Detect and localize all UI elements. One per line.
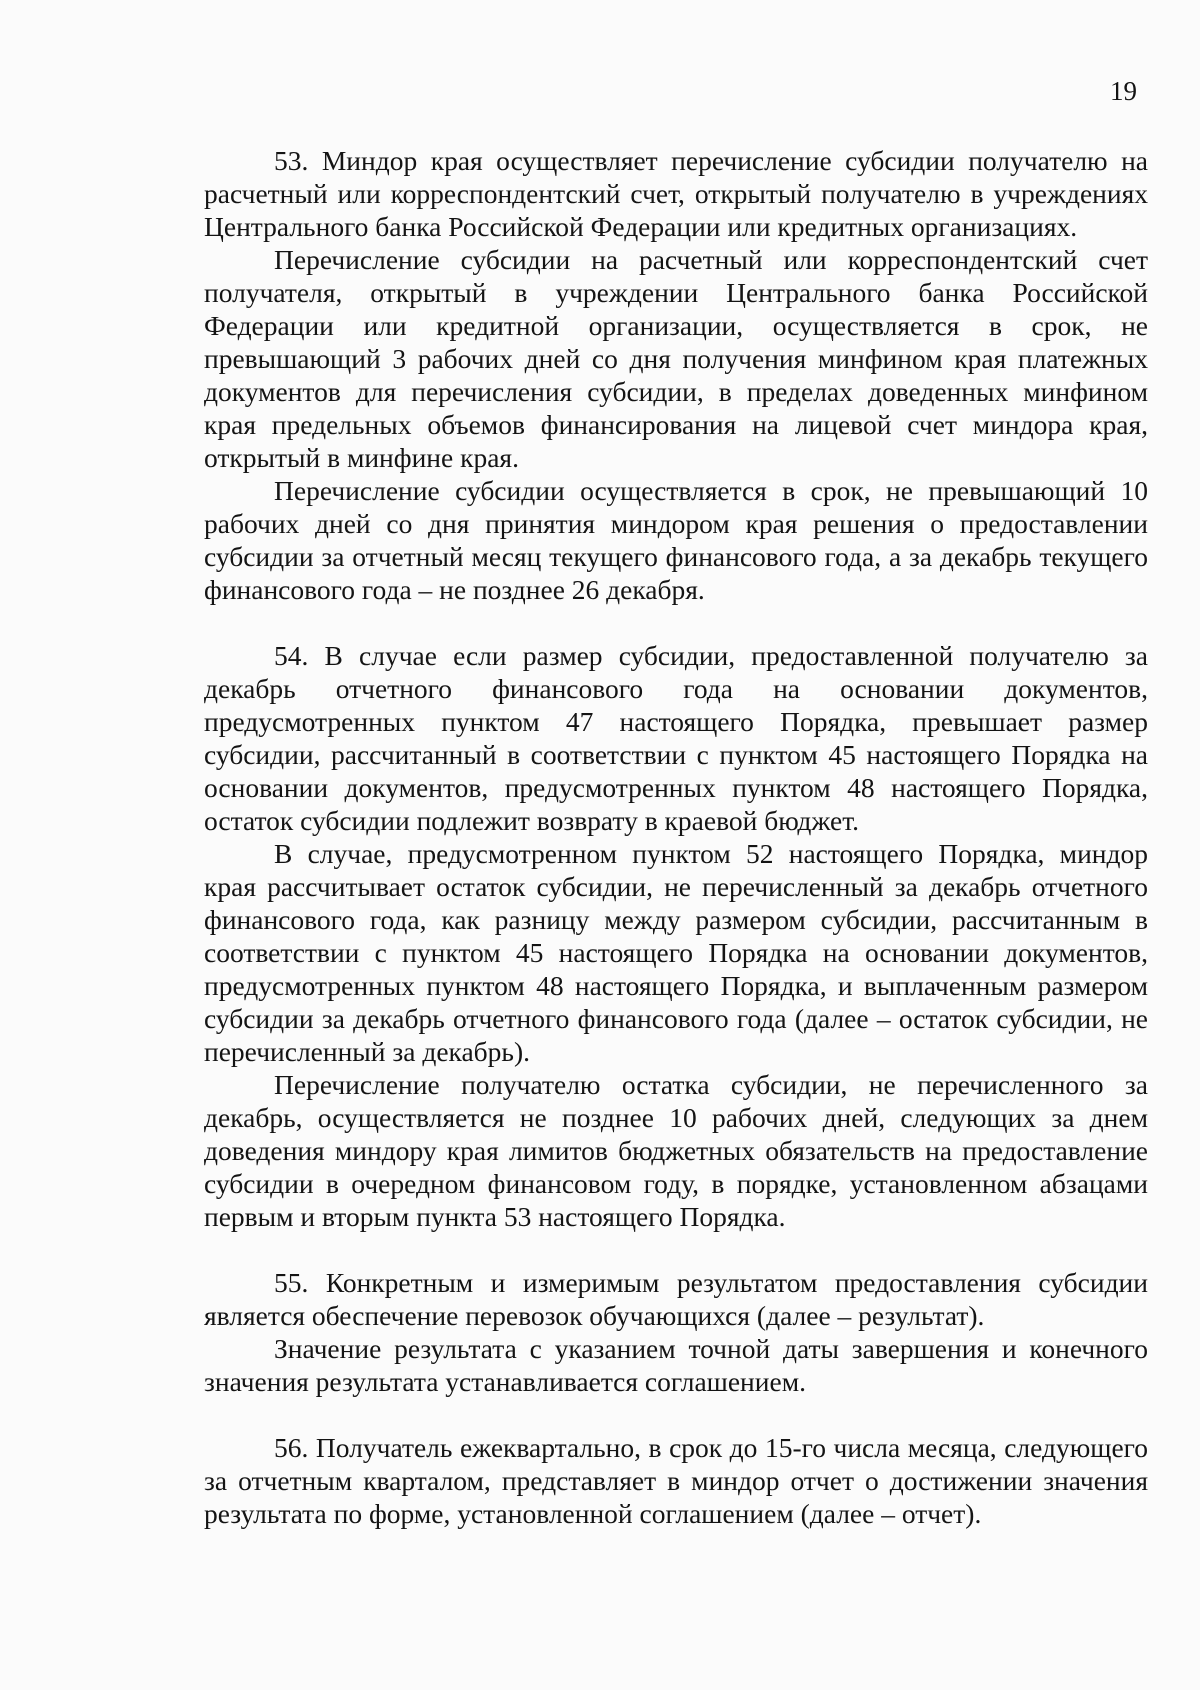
section-55 [204,1266,1148,1398]
paragraph: 56. Получатель ежеквартально, в срок до 15-го числа месяца, следующего за отчетным кварталом, представляет в миндор отчет о достижении значения результата по форме, установленной соглашением (далее – отчет). [204,1432,1148,1529]
paragraph: Перечисление субсидии осуществляется в срок, не превышающий 10 рабочих дней со дня принятия миндором края решения о предоставлении субсидии за отчетный месяц текущего финансового года, а за декабрь текущего финансового года – не позднее 26 декабря. [204,475,1148,605]
document-body [204,144,1148,1530]
section-54 [204,639,1148,1233]
section-56 [204,1431,1148,1530]
paragraph: 53. Миндор края осуществляет перечисление субсидии получателю на расчетный или корреспондентский счет, открытый получателю в учреждениях Центрального банка Российской Федерации или кредитных организациях. [204,145,1148,242]
paragraph: 54. В случае если размер субсидии, предоставленной получателю за декабрь отчетного финансового года на основании документов, предусмотренных пунктом 47 настоящего Порядка, превышает размер субсидии, рассчитанный в соответствии с пунктом 45 настоящего Порядка на основании документов, предусмотренных пунктом 48 настоящего Порядка, остаток субсидии подлежит возврату в краевой бюджет. [204,640,1148,836]
page-number: 19 [1110,76,1137,106]
paragraph: Перечисление субсидии на расчетный или корреспондентский счет получателя, открытый в учреждении Центрального банка Российской Федерации или кредитной организации, осуществляется в срок, не превышающий 3 рабочих дней со дня получения минфином края платежных документов для перечисления субсидии, в пределах доведенных минфином края предельных объемов финансирования на лицевой счет миндора края, открытый в минфине края. [204,244,1148,473]
paragraph: Значение результата с указанием точной даты завершения и конечного значения результата устанавливается соглашением. [204,1333,1148,1397]
paragraph: Перечисление получателю остатка субсидии, не перечисленного за декабрь, осуществляется не позднее 10 рабочих дней, следующих за днем доведения миндору края лимитов бюджетных обязательств на предоставление субсидии в очередном финансовом году, в порядке, установленном абзацами первым и вторым пункта 53 настоящего Порядка. [204,1069,1148,1232]
section-53 [204,144,1148,606]
paragraph: 55. Конкретным и измеримым результатом предоставления субсидии является обеспечение перевозок обучающихся (далее – результат). [204,1267,1148,1331]
paragraph: В случае, предусмотренном пунктом 52 настоящего Порядка, миндор края рассчитывает остаток субсидии, не перечисленный за декабрь отчетного финансового года, как разницу между размером субсидии, рассчитанным в соответствии с пунктом 45 настоящего Порядка на основании документов, предусмотренных пунктом 48 настоящего Порядка, и выплаченным размером субсидии за декабрь отчетного финансового года (далее – остаток субсидии, не перечисленный за декабрь). [204,838,1148,1067]
